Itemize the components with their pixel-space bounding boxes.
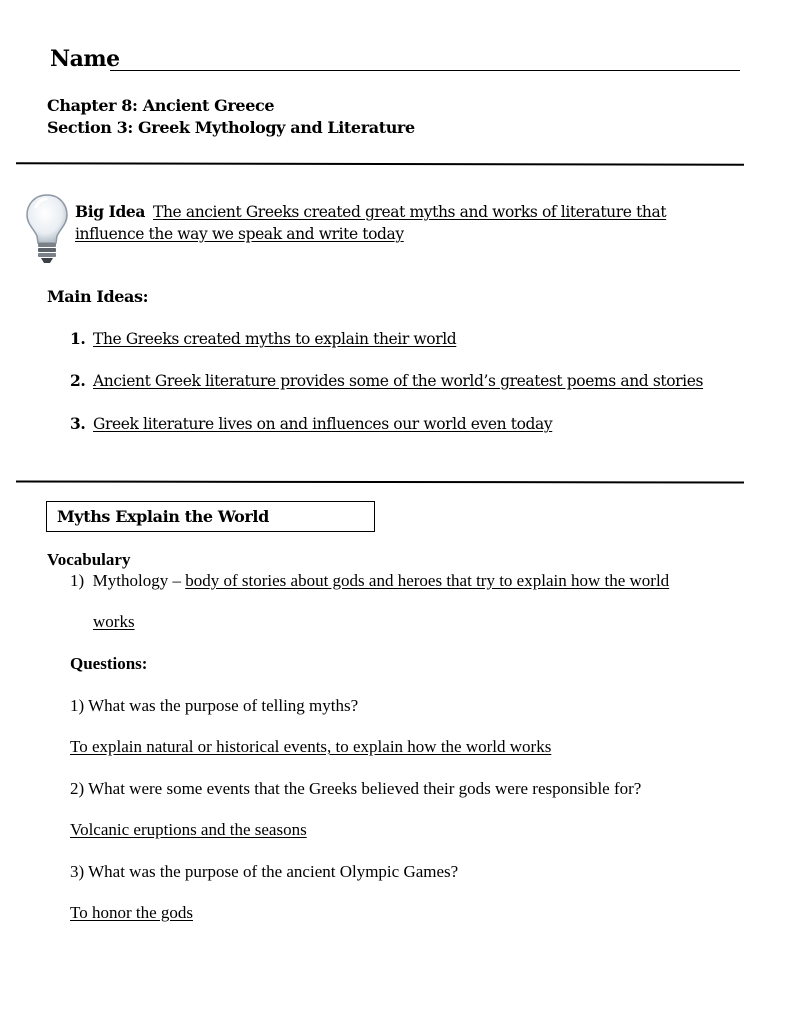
big-idea-text: The ancient Greeks created great myths and works of literature that [153,203,667,221]
vocab-number: 1) [70,571,85,590]
section-title: Myths Explain the World [57,507,269,526]
big-idea [75,201,715,245]
main-idea-number: 3. [70,414,86,433]
main-idea-item [70,371,703,390]
vocab-term: Mythology – [92,571,181,590]
answer: Volcanic eruptions and the seasons [70,820,307,839]
question: 3) What was the purpose of the ancient Olympic Games? [70,862,459,881]
main-idea-text: Greek literature lives on and influences our world even today [93,415,553,433]
name-field [50,46,740,72]
main-idea-text: The Greeks created myths to explain their world [93,330,457,348]
big-idea-label: Big Idea [75,202,146,221]
questions-title: Questions: [70,654,148,673]
main-idea-number: 1. [70,329,86,348]
section-title-box [46,501,375,532]
main-idea-item [70,329,456,348]
vocabulary-title: Vocabulary [47,550,131,569]
divider-top [16,162,744,166]
answer: To explain natural or historical events, to explain how the world works [70,737,552,756]
question: 2) What were some events that the Greeks believed their gods were responsible for? [70,779,642,798]
main-idea-text: Ancient Greek literature provides some of the world’s greatest poems and stories [93,372,704,390]
divider-middle [16,480,744,483]
big-idea-text-line2: influence the way we speak and write today [75,225,404,243]
name-label: Name [50,46,120,72]
light-bulb-icon [24,193,70,265]
name-blank-line [110,70,740,71]
main-idea-number: 2. [70,371,86,390]
section-subtitle: Section 3: Greek Mythology and Literature [47,118,415,137]
main-idea-item [70,414,552,433]
vocab-definition-line2: works [93,612,135,631]
chapter-title: Chapter 8: Ancient Greece [47,96,275,115]
vocab-definition: body of stories about gods and heroes that try to explain how the world [185,571,670,590]
main-ideas-title: Main Ideas: [47,287,149,306]
answer: To honor the gods [70,903,193,922]
vocab-item [70,571,669,591]
question: 1) What was the purpose of telling myths? [70,696,359,715]
